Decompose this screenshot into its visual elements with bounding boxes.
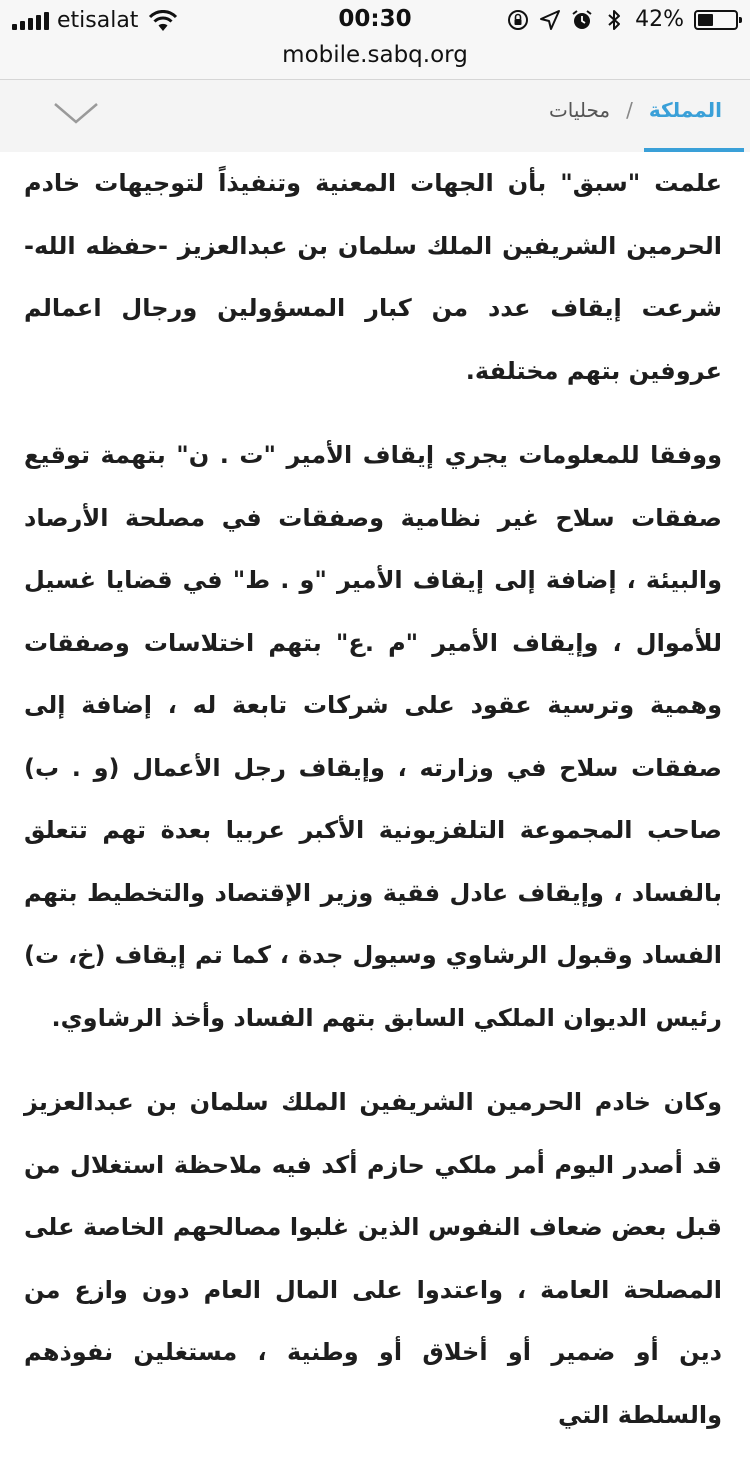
status-bar xyxy=(0,0,750,40)
battery-icon xyxy=(694,10,738,30)
status-right xyxy=(507,7,738,32)
location-arrow-icon xyxy=(539,9,561,31)
battery-level-fill xyxy=(698,14,713,26)
breadcrumb xyxy=(549,98,722,122)
alarm-clock-icon xyxy=(571,9,593,31)
carrier-name: etisalat xyxy=(57,8,139,33)
bluetooth-icon xyxy=(603,9,625,31)
breadcrumb-separator: / xyxy=(626,98,633,122)
article-paragraph: وكان خادم الحرمين الشريفين الملك سلمان بن عبدالعزيز قد أصدر اليوم أمر ملكي حازم أكد فيه ملاحظة استغلال من قبل بعض ضعاف النفوس الذين غلبوا مصالحهم الخاصة على المصلحة العامة ، واعتدوا على المال العام دون وازع من دين أو ضمير أو أخلاق أو وطنية ، مستغلين نفوذهم والسلطة التي xyxy=(24,1088,722,1429)
battery-percentage: 42% xyxy=(635,7,684,32)
article-body xyxy=(24,152,722,1468)
clock: 00:30 xyxy=(338,6,412,32)
url-text[interactable]: mobile.sabq.org xyxy=(282,42,468,68)
breadcrumb-item-kingdom[interactable]: المملكة xyxy=(648,98,722,122)
article-paragraph: علمت "سبق" بأن الجهات المعنية وتنفيذاً لتوجيهات خادم الحرمين الشريفين الملك سلمان بن عبدالعزيز -حفظه الله- شرعت إيقاف عدد من كبار المسؤولين ورجال اعمالم عروفين بتهم مختلفة. xyxy=(24,169,722,385)
chevron-down-icon[interactable] xyxy=(52,100,100,126)
orientation-lock-icon xyxy=(507,9,529,31)
breadcrumb-item-local[interactable]: محليات xyxy=(548,98,611,122)
article-paragraph: ووفقا للمعلومات يجري إيقاف الأمير "ت . ن" بتهمة توقيع صفقات سلاح غير نظامية وصفقات في مصلحة الأرصاد والبيئة ، إضافة إلى إيقاف الأمير "و . ط" في قضايا غسيل للأموال ، وإيقاف الأمير "م .ع" بتهم اختلاسات وصفقات وهمية وترسية عقود على شركات تابعة له ، إضافة إلى صفقات سلاح في وزارته ، وإيقاف رجل الأعمال (و . ب) صاحب المجموعة التلفزيونية الأكبر عربيا بعدة تهم تتعلق بالفساد ، وإيقاف عادل فقية وزير الإقتصاد والتخطيط بتهم الفساد وقبول الرشاوي وسيول جدة ، كما تم إيقاف (خ، ت) رئيس الديوان الملكي السابق بتهم الفساد وأخذ الرشاوي. xyxy=(24,441,722,1032)
address-bar[interactable] xyxy=(0,40,750,80)
breadcrumb-bar xyxy=(0,80,750,152)
